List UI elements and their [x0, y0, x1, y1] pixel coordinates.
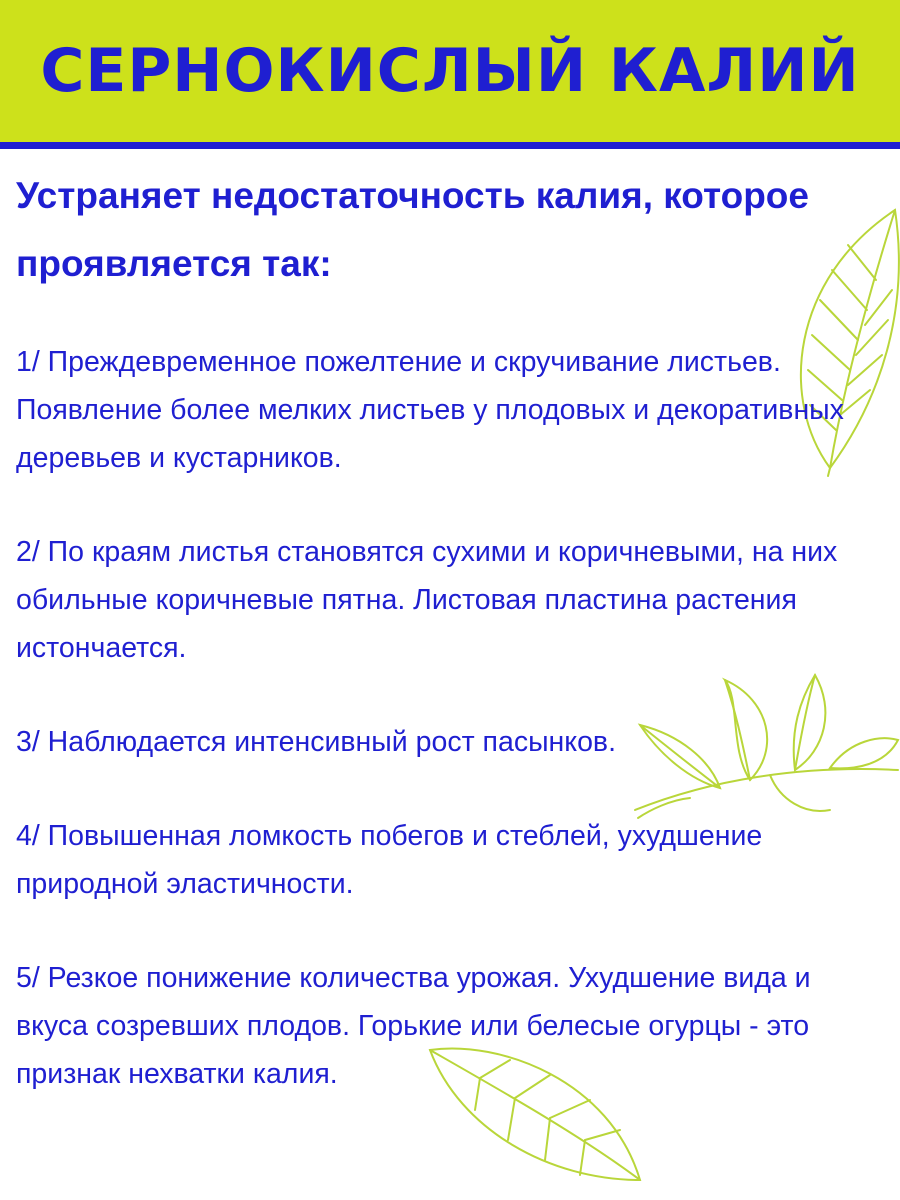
- list-item: 1/ Преждевременное пожелтение и скручивание листьев. Появление более мелких листьев у плодовых и декоративных деревьев и кустарников.: [16, 346, 844, 474]
- page-title: СЕРНОКИСЛЫЙ КАЛИЙ: [40, 36, 860, 106]
- intro-heading: Устраняет недостаточность калия, которое проявляется так:: [16, 175, 809, 284]
- title-banner: [0, 0, 900, 142]
- title-divider: [0, 142, 900, 149]
- main-content: [16, 162, 886, 1144]
- list-item: 2/ По краям листья становятся сухими и коричневыми, на них обильные коричневые пятна. Листовая пластина растения истончается.: [16, 536, 838, 664]
- list-item: 4/ Повышенная ломкость побегов и стеблей, ухудшение природной эластичности.: [16, 820, 763, 900]
- list-item: 3/ Наблюдается интенсивный рост пасынков.: [16, 726, 616, 758]
- list-item: 5/ Резкое понижение количества урожая. Ухудшение вида и вкуса созревших плодов. Горькие или белесые огурцы - это признак нехватки калия.: [16, 962, 811, 1090]
